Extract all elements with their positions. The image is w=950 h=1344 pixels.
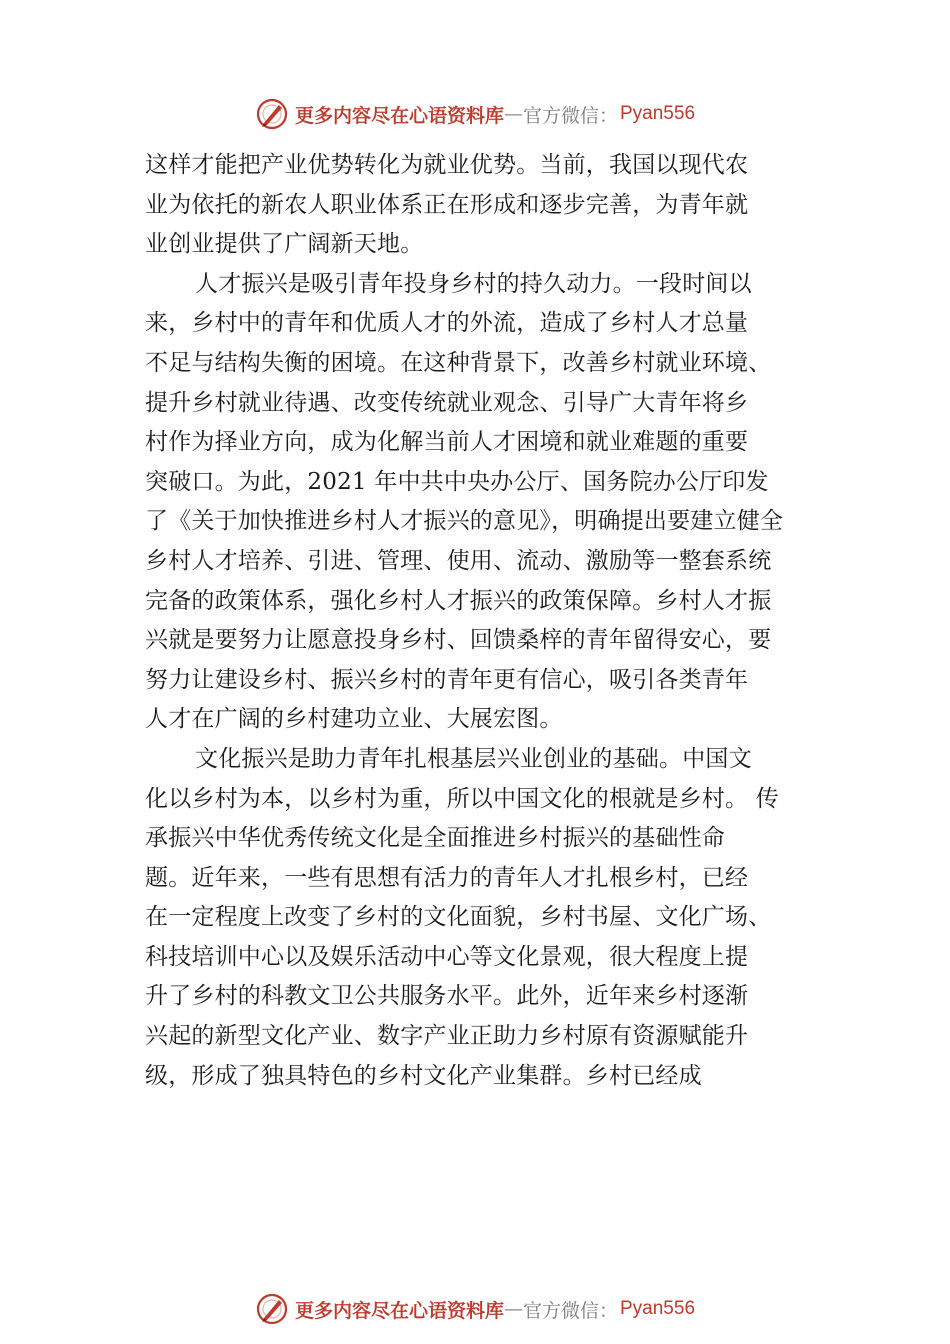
text-line: 努力让建设乡村、振兴乡村的青年更有信心，吸引各类青年 <box>145 666 749 693</box>
header-banner <box>0 94 950 134</box>
header-separator: — <box>503 103 523 125</box>
footer-wechat-id: Pyan556 <box>620 1298 696 1319</box>
paragraph-start-line: 人才振兴是吸引青年投身乡村的持久动力。一段时间以 <box>195 270 752 297</box>
footer-separator: — <box>503 1298 523 1320</box>
header-wechat-label: 官方微信： <box>522 104 618 127</box>
text-line: 业创业提供了广阔新天地。 <box>145 231 424 258</box>
document-body <box>145 146 825 1096</box>
text-line: 兴就是要努力让愿意投身乡村、回馈桑梓的青年留得安心，要 <box>145 627 772 654</box>
text-line: 突破口。为此，2021 年中共中央办公厅、国务院办公厅印发 <box>145 468 769 495</box>
text-line: 化以乡村为本，以乡村为重，所以中国文化的根就是乡村。 传 <box>145 785 779 812</box>
text-line: 人才在广阔的乡村建功立业、大展宏图。 <box>145 706 563 733</box>
paragraph-start-line: 文化振兴是助力青年扎根基层兴业创业的基础。中国文 <box>195 745 752 772</box>
text-line: 村作为择业方向，成为化解当前人才困境和就业难题的重要 <box>145 429 749 456</box>
footer-brand-text: 更多内容尽在心语资料库 <box>294 1299 504 1322</box>
text-line: 业为依托的新农人职业体系正在形成和逐步完善，为青年就 <box>145 191 749 218</box>
text-line: 不足与结构失衡的困境。在这种背景下，改善乡村就业环境、 <box>145 349 772 376</box>
text-line: 这样才能把产业优势转化为就业优势。当前，我国以现代农 <box>145 152 749 178</box>
text-line: 承振兴中华优秀传统文化是全面推进乡村振兴的基础性命 <box>145 825 725 852</box>
text-line: 乡村人才培养、引进、管理、使用、流动、激励等一整套系统 <box>145 547 772 574</box>
pen-logo-icon <box>255 97 289 131</box>
text-line: 了《关于加快推进乡村人才振兴的意见》，明确提出要建立健全 <box>145 508 784 535</box>
text-line: 完备的政策体系，强化乡村人才振兴的政策保障。乡村人才振 <box>145 587 772 614</box>
text-line: 提升乡村就业待遇、改变传统就业观念、引导广大青年将乡 <box>145 389 749 416</box>
text-line: 科技培训中心以及娱乐活动中心等文化景观，很大程度上提 <box>145 943 749 970</box>
text-line: 级，形成了独具特色的乡村文化产业集群。乡村已经成 <box>145 1062 702 1089</box>
text-line: 在一定程度上改变了乡村的文化面貌，乡村书屋、文化广场、 <box>145 904 772 931</box>
header-wechat-id: Pyan556 <box>620 103 696 124</box>
header-brand-text: 更多内容尽在心语资料库 <box>294 104 504 127</box>
text-line: 题。近年来，一些有思想有活力的青年人才扎根乡村，已经 <box>145 864 749 891</box>
text-line: 兴起的新型文化产业、数字产业正助力乡村原有资源赋能升 <box>145 1023 749 1050</box>
pen-logo-icon <box>255 1292 289 1326</box>
text-line: 升了乡村的科教文卫公共服务水平。此外，近年来乡村逐渐 <box>145 983 749 1010</box>
footer-banner <box>0 1289 950 1329</box>
text-line: 来，乡村中的青年和优质人才的外流，造成了乡村人才总量 <box>145 310 749 337</box>
footer-wechat-label: 官方微信： <box>522 1299 618 1322</box>
